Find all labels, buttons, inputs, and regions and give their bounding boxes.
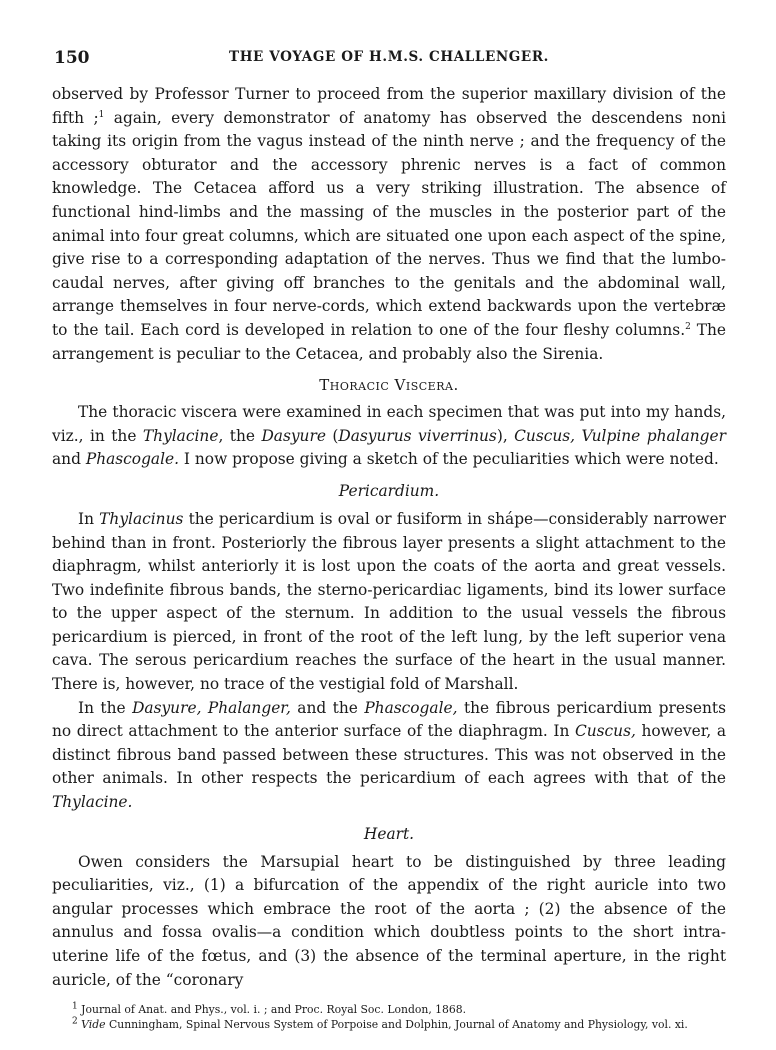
section-heading-heart: Heart.	[363, 824, 415, 843]
footnotes	[52, 1002, 726, 1032]
footnote-ref-1[interactable]: 1	[98, 109, 105, 120]
running-title: THE VOYAGE OF H.M.S. CHALLENGER.	[229, 49, 549, 65]
section-heading-thoracic-viscera: Thoracic Viscera.	[319, 376, 459, 395]
running-head	[52, 48, 726, 70]
footnote-ref-2[interactable]: 2	[685, 321, 691, 332]
body-text	[52, 83, 726, 992]
paragraph-thoracic-viscera: The thoracic viscera were examined in each specimen that was put into my hands, viz., in the Thylacine, the Dasyure (Dasyurus viverrinus), Cuscus, Vulpine phalanger and Phascogale. I now propose giving a sketch of the peculiarities which were noted.	[52, 403, 726, 469]
page-number: 150	[54, 48, 90, 68]
footnote-2: $^2$ Vide Cunningham, Spinal Nervous System of Porpoise and Dolphin, Journal of Anatomy and Physiology, vol. xi.	[72, 1016, 688, 1032]
paragraph-heart: Owen considers the Marsupial heart to be distinguished by three leading peculiarities, viz., (1) a bifurcation of the appendix of the right auricle into two angular processes which embrace the root of the aorta ; (2) the absence of the annulus and fossa ovalis—a condition which doubtless points to the short intra-uterine life of the fœtus, and (3) the absence of the terminal aperture, in the right auricle, of the “coronary	[52, 852, 726, 989]
section-heading-pericardium: Pericardium.	[338, 481, 440, 500]
paragraph-pericardium-others: In the Dasyure, Phalanger, and the Phascogale, the fibrous pericardium presents no direct attachment to the anterior surface of the diaphragm. In Cuscus, however, a distinct fibrous band passed between these structures. This was not observed in the other animals. In other respects the pericardium of each agrees with that of the Thylacine.	[52, 698, 727, 812]
footnote-1: $^1$ Journal of Anat. and Phys., vol. i. ; and Proc. Royal Soc. London, 1868.	[72, 1001, 467, 1017]
paragraph-nerves: observed by Professor Turner to proceed from the superior maxillary division of the fifth ;$^1$ again, every demonstrator of anatomy has observed the descendens noni taking its origin from the vagus instead of the ninth nerve ; and the frequency of the accessory obturator and the accessory phrenic nerves is a fact of common knowledge. The Cetacea afford us a very striking illustration. The absence of functional hind-limbs and the massing of the muscles in the posterior part of the animal into four great columns, which are situated one upon each aspect of the spine, give rise to a corresponding adaptation of the nerves. Thus we find that the lumbo-caudal nerves, after giving off branches to the genitals and the abdominal wall, arrange themselves in four nerve-cords, which extend backwards upon the vertebræ to the tail. Each cord is developed in relation to one of the four fleshy columns.$^2$ The arrangement is peculiar to the Cetacea, and probably also the Sirenia.	[52, 85, 726, 363]
paragraph-pericardium-thylacinus: In Thylacinus the pericardium is oval or fusiform in shápe—considerably narrower behind than in front. Posteriorly the fibrous layer presents a slight attachment to the diaphragm, whilst anteriorly it is lost upon the coats of the aorta and great vessels. Two indefinite fibrous bands, the sterno-pericardiac ligaments, bind its lower surface to the upper aspect of the sternum. In addition to the usual vessels the fibrous pericardium is pierced, in front of the root of the left lung, by the left superior vena cava. The serous pericardium reaches the surface of the heart in the usual manner. There is, however, no trace of the vestigial fold of Marshall.	[52, 509, 726, 694]
page	[52, 48, 726, 1032]
